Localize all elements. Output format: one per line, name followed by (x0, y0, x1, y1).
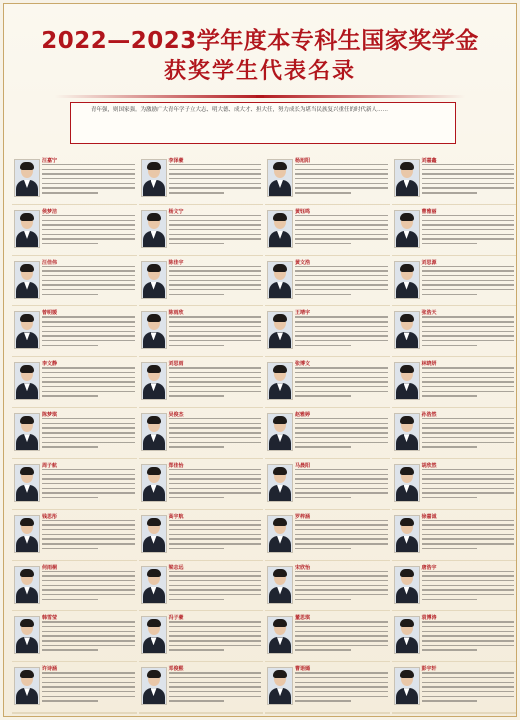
winner-name: 侯梦洁 (42, 208, 58, 215)
winner-name: 梁志远 (168, 564, 184, 571)
winner-bio (295, 520, 388, 553)
winner-card (12, 306, 137, 357)
winner-bio (422, 266, 515, 299)
winner-photo (141, 311, 167, 349)
winner-name: 宋欣怡 (295, 564, 311, 571)
winner-photo (394, 566, 420, 604)
winner-card (12, 408, 137, 459)
winner-card (392, 408, 517, 459)
winner-card (392, 510, 517, 561)
winner-card (392, 611, 517, 662)
winner-card (139, 611, 264, 662)
poster-title-line1: 2022—2023学年度本专科生国家奖学金 (41, 28, 479, 54)
winner-card (265, 713, 390, 714)
winner-bio (422, 621, 515, 654)
winner-photo (141, 667, 167, 705)
winner-name: 陈雨欣 (168, 310, 184, 317)
winner-bio (169, 621, 262, 654)
winner-name: 马晨阳 (295, 462, 311, 469)
winner-card (12, 662, 137, 713)
winner-card (139, 205, 264, 256)
winner-card (392, 357, 517, 408)
winner-photo (267, 464, 293, 502)
winner-card (265, 256, 390, 307)
winner-card (392, 561, 517, 612)
winner-bio (422, 571, 515, 604)
winner-bio (422, 520, 515, 553)
winner-name: 黄文浩 (295, 259, 311, 266)
winner-photo (14, 667, 40, 705)
winner-bio (169, 215, 262, 248)
winner-photo (14, 311, 40, 349)
winner-name: 曹语嫣 (295, 666, 311, 673)
winner-photo (267, 667, 293, 705)
winner-photo (14, 210, 40, 248)
winner-bio (42, 316, 135, 349)
winner-photo (394, 413, 420, 451)
winner-photo (394, 261, 420, 299)
winner-photo (14, 464, 40, 502)
winner-bio (42, 621, 135, 654)
winner-photo (394, 159, 420, 197)
winner-bio (169, 164, 262, 197)
title-divider-left (54, 95, 264, 98)
winner-bio (295, 316, 388, 349)
winner-card (139, 154, 264, 205)
winner-name: 王靖宇 (295, 310, 311, 317)
winner-bio (42, 367, 135, 400)
winner-name: 赵雅婷 (295, 412, 311, 419)
winner-photo (267, 210, 293, 248)
winner-card (12, 459, 137, 510)
poster-page (3, 3, 517, 717)
winner-card (139, 256, 264, 307)
winner-name: 韩雪莹 (42, 615, 58, 622)
winner-name: 李文静 (42, 361, 58, 368)
winner-bio (295, 367, 388, 400)
winner-photo (141, 413, 167, 451)
winner-card (265, 205, 390, 256)
winner-bio (169, 266, 262, 299)
winner-card (265, 154, 390, 205)
winner-card (392, 205, 517, 256)
winner-bio (169, 672, 262, 705)
winner-bio (42, 672, 135, 705)
winner-photo (14, 159, 40, 197)
winners-grid (12, 154, 516, 714)
winner-card (392, 306, 517, 357)
title-divider-right (256, 95, 466, 98)
winner-card (139, 306, 264, 357)
winner-bio (295, 164, 388, 197)
winner-name: 曹雅丽 (421, 208, 437, 215)
winner-bio (422, 215, 515, 248)
winner-photo (267, 311, 293, 349)
winner-card (12, 611, 137, 662)
intro-paragraph: 青年强，则国家强。为激励广大青年学子立大志、明大德、成大才、担大任，努力成长为堪当民族复兴重任的时代新人…… (70, 102, 456, 144)
winner-card (12, 510, 137, 561)
winner-photo (394, 311, 420, 349)
winner-photo (14, 515, 40, 553)
winner-name: 李泽豪 (168, 158, 184, 164)
winner-name: 郑佳怡 (168, 462, 184, 469)
winner-name: 杨旭阳 (295, 158, 311, 164)
winner-name: 徐嘉诚 (421, 513, 437, 520)
winner-name: 钱思彤 (42, 513, 58, 520)
winner-name: 袁博涛 (421, 615, 437, 622)
winner-card (139, 713, 264, 714)
winner-name: 孙浩然 (421, 412, 437, 419)
winner-bio (295, 621, 388, 654)
winner-card (392, 154, 517, 205)
winner-photo (267, 362, 293, 400)
winner-name: 林晓妍 (421, 361, 437, 368)
winner-card (139, 459, 264, 510)
winner-bio (295, 266, 388, 299)
winner-name: 汪嘉宁 (42, 158, 58, 164)
winner-name: 刘思源 (421, 259, 437, 266)
winner-card (139, 408, 264, 459)
winner-bio (42, 418, 135, 451)
winner-photo (14, 362, 40, 400)
winner-photo (141, 464, 167, 502)
winner-photo (141, 210, 167, 248)
winner-card (265, 611, 390, 662)
winner-name: 杨文宁 (168, 208, 184, 215)
winner-bio (295, 571, 388, 604)
winner-name: 曾明媛 (42, 310, 58, 317)
winner-name: 吴俊杰 (168, 412, 184, 419)
winner-name: 张博文 (295, 361, 311, 368)
winner-bio (295, 418, 388, 451)
winner-photo (267, 515, 293, 553)
winner-bio (422, 418, 515, 451)
winner-bio (169, 367, 262, 400)
winner-photo (14, 566, 40, 604)
winner-name: 冯子豪 (168, 615, 184, 622)
winner-name: 胡欣然 (421, 462, 437, 469)
winner-bio (422, 367, 515, 400)
winner-name: 汪佳伟 (42, 259, 58, 266)
winner-bio (42, 266, 135, 299)
winner-card (392, 459, 517, 510)
winner-photo (141, 515, 167, 553)
winner-card (265, 662, 390, 713)
winner-name: 黄钰鸣 (295, 208, 311, 215)
winner-name: 许诗涵 (42, 666, 58, 673)
winner-name: 刘思雨 (168, 361, 184, 368)
winner-bio (422, 164, 515, 197)
winner-bio (169, 316, 262, 349)
winner-photo (141, 566, 167, 604)
winner-photo (394, 515, 420, 553)
winner-card (139, 662, 264, 713)
winner-card (12, 561, 137, 612)
winner-photo (267, 413, 293, 451)
winner-name: 董思琪 (295, 615, 311, 622)
winner-name: 罗梓涵 (295, 513, 311, 520)
winner-name: 周子航 (42, 462, 58, 469)
winner-name: 张浩天 (421, 310, 437, 317)
winner-photo (141, 261, 167, 299)
winner-name: 邓俊熙 (168, 666, 184, 673)
winner-photo (394, 362, 420, 400)
winner-photo (14, 413, 40, 451)
winner-bio (169, 520, 262, 553)
winner-photo (141, 362, 167, 400)
winner-photo (141, 616, 167, 654)
winner-bio (169, 418, 262, 451)
winner-photo (267, 616, 293, 654)
winner-bio (42, 469, 135, 502)
winner-name: 彭宇轩 (421, 666, 437, 673)
winner-card (392, 256, 517, 307)
winner-name: 高宇航 (168, 513, 184, 520)
winner-name: 陈佳宇 (168, 259, 184, 266)
winner-bio (295, 469, 388, 502)
winner-card (12, 256, 137, 307)
winner-bio (422, 469, 515, 502)
winner-bio (42, 164, 135, 197)
winner-card (392, 713, 517, 714)
winner-photo (14, 261, 40, 299)
winner-card (139, 357, 264, 408)
winner-card (265, 459, 390, 510)
winner-card (265, 561, 390, 612)
winner-bio (295, 672, 388, 705)
winner-photo (267, 566, 293, 604)
winner-card (12, 154, 137, 205)
winner-photo (14, 616, 40, 654)
winner-bio (169, 469, 262, 502)
winner-card (265, 408, 390, 459)
winner-bio (169, 571, 262, 604)
winner-name: 何雨桐 (42, 564, 58, 571)
winner-card (139, 510, 264, 561)
winner-card (392, 662, 517, 713)
poster-title-line2: 获奖学生代表名录 (163, 59, 356, 84)
winner-name: 唐浩宇 (421, 564, 437, 571)
winner-card (12, 205, 137, 256)
winner-bio (42, 571, 135, 604)
winner-photo (394, 667, 420, 705)
winner-photo (267, 261, 293, 299)
winner-bio (42, 215, 135, 248)
winner-photo (141, 159, 167, 197)
winner-bio (422, 672, 515, 705)
winner-card (265, 306, 390, 357)
winner-card (12, 713, 137, 714)
winner-photo (394, 464, 420, 502)
winner-photo (394, 210, 420, 248)
winner-card (12, 357, 137, 408)
winner-name: 刘嘉鑫 (421, 158, 437, 164)
winner-bio (42, 520, 135, 553)
winner-card (265, 510, 390, 561)
winner-photo (394, 616, 420, 654)
winner-bio (295, 215, 388, 248)
winner-bio (422, 316, 515, 349)
winner-card (265, 357, 390, 408)
winner-card (139, 561, 264, 612)
winner-photo (267, 159, 293, 197)
winner-name: 陈梦琪 (42, 412, 58, 419)
